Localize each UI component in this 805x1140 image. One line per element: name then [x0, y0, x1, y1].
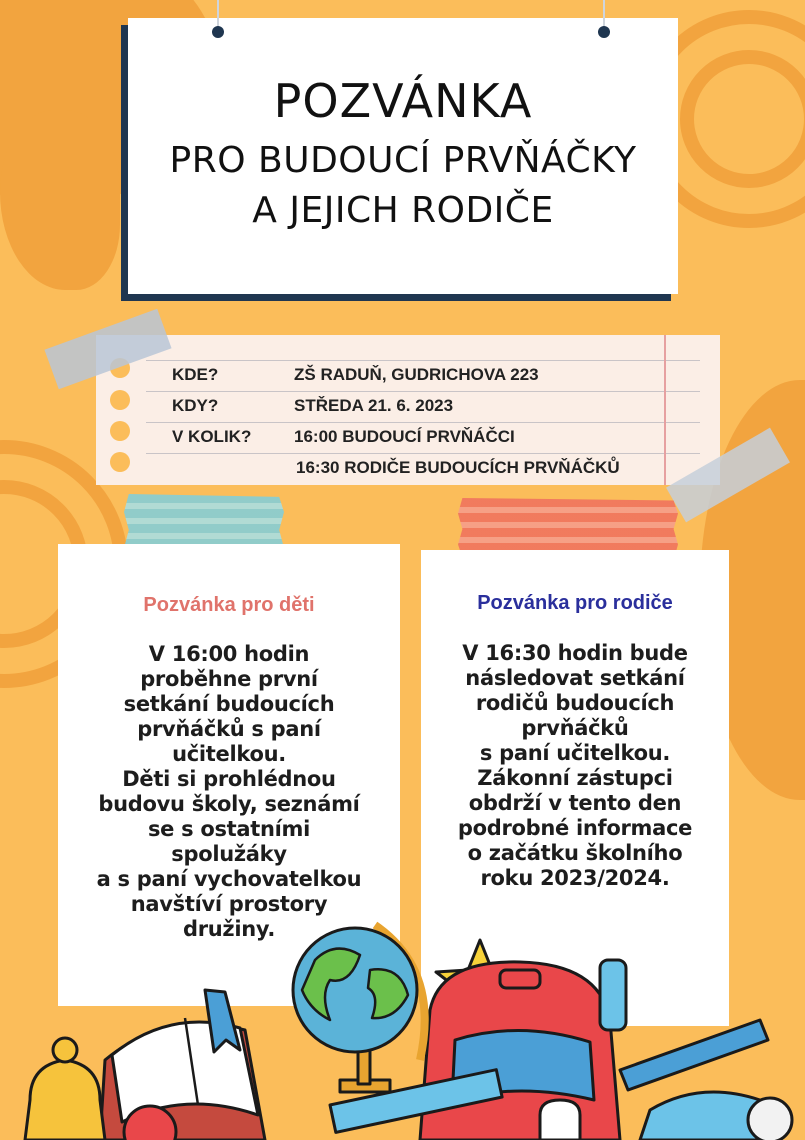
parents-card-line: s paní učitelkou. [479, 741, 671, 765]
pin-icon [212, 26, 224, 38]
children-card-line: prvňáčků s paní [137, 717, 321, 741]
parents-card-line: rodičů budoucích [475, 691, 675, 715]
info-value-time-parents: 16:30 RODIČE BUDOUCÍCH PRVŇÁČKŮ [296, 458, 620, 477]
pin-icon [598, 26, 610, 38]
children-card-line: V 16:00 hodin [148, 642, 310, 666]
children-card-line: setkání budoucích [123, 692, 335, 716]
children-card-line: Děti si prohlédnou [122, 767, 336, 791]
parents-card-title: Pozvánka pro rodiče [477, 592, 673, 614]
pin-string [603, 0, 605, 28]
parents-card-line: obdrží v tento den [468, 791, 682, 815]
children-card-line: a s paní vychovatelkou [96, 867, 362, 891]
parents-card-line: V 16:30 hodin bude [462, 641, 688, 665]
punch-hole [110, 390, 130, 410]
info-label-when: KDY? [172, 396, 219, 415]
info-value-when: STŘEDA 21. 6. 2023 [294, 396, 454, 415]
pencil-icon [620, 1020, 768, 1090]
bottle-icon [600, 960, 626, 1030]
note-rule [146, 422, 700, 423]
parents-card-line: roku 2023/2024. [480, 866, 670, 890]
children-card-line: družiny. [182, 917, 276, 941]
background-blob [0, 110, 120, 290]
note-rule [146, 360, 700, 361]
desk-lamp-icon [25, 1060, 105, 1140]
children-card-body [58, 642, 400, 942]
info-value-where: ZŠ RADUŇ, GUDRICHOVA 223 [294, 365, 539, 384]
info-value-time-children: 16:00 BUDOUCÍ PRVŇÁČCI [294, 427, 515, 446]
background-swirl [680, 50, 805, 188]
event-info-note [96, 335, 720, 485]
children-card-line: se s ostatními [147, 817, 311, 841]
page-title: POZVÁNKA [273, 74, 533, 128]
children-card-line: proběhne první [140, 667, 318, 691]
page-subtitle-line-2: A JEJICH RODIČE [252, 190, 554, 231]
punch-hole [110, 452, 130, 472]
page-subtitle-line-1: PRO BUDOUCÍ PRVŇÁČKY [169, 140, 637, 181]
punch-hole [110, 421, 130, 441]
parents-card-line: Zákonní zástupci [477, 766, 673, 790]
parents-card-body [421, 641, 729, 891]
parents-card-line: následovat setkání [465, 666, 685, 690]
note-rule [146, 453, 700, 454]
children-card-title: Pozvánka pro děti [143, 594, 315, 616]
note-margin-line [664, 335, 666, 485]
parents-card-line: podrobné informace [457, 816, 693, 840]
children-card-line: spolužáky [171, 842, 287, 866]
pin-string [217, 0, 219, 28]
info-label-time: V KOLIK? [172, 427, 252, 446]
parents-card-line: prvňáčků [521, 716, 629, 740]
info-label-where: KDE? [172, 365, 219, 384]
school-supplies-illustration [0, 900, 805, 1140]
title-card [128, 18, 678, 294]
children-card-line: budovu školy, seznámí [98, 792, 360, 816]
children-card-line: učitelkou. [172, 742, 286, 766]
flask-icon [540, 1100, 580, 1140]
note-rule [146, 391, 700, 392]
parents-card-line: o začátku školního [467, 841, 683, 865]
children-card-line: navštíví prostory [130, 892, 328, 916]
